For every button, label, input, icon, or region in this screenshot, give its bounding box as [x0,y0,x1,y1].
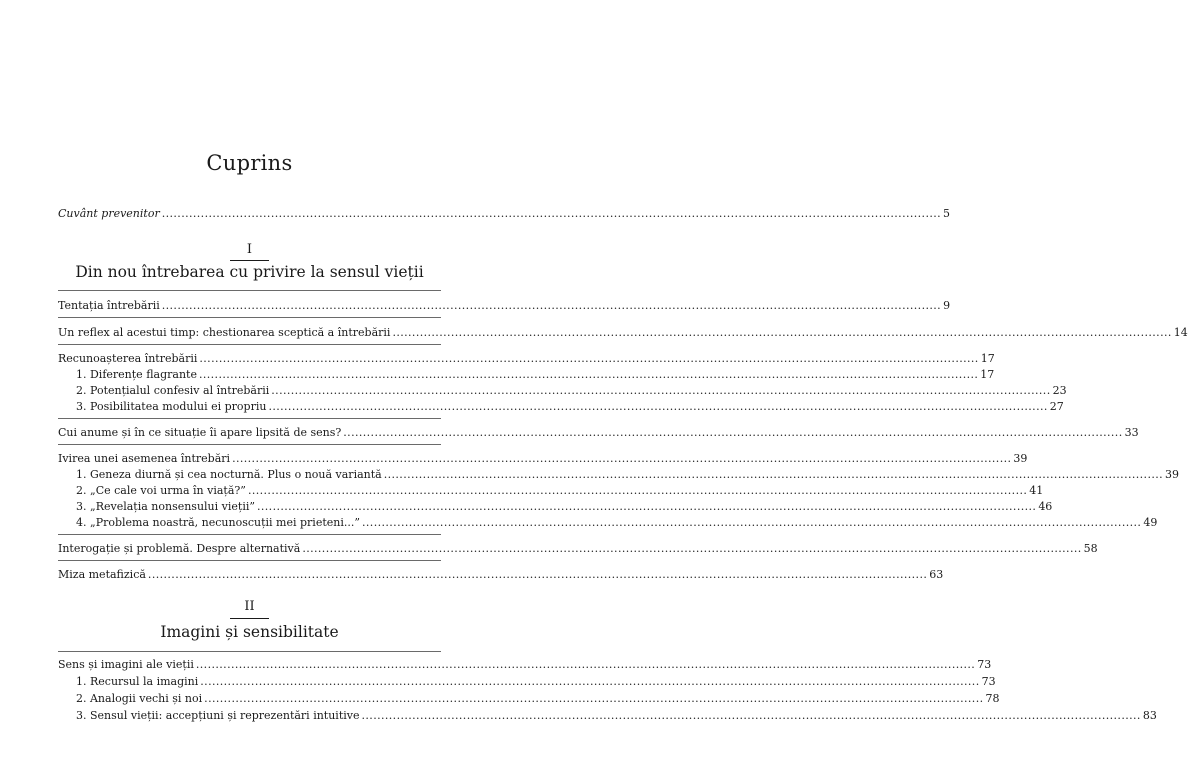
page-title: Cuprins [206,151,293,175]
toc-entry-page: 46 [1038,500,1053,513]
toc-entry-page: 39 [1013,452,1028,465]
toc-entry[interactable] [58,542,1098,556]
section-divider [58,317,441,318]
toc-entry-page: 39 [1165,468,1180,481]
toc-entry-page: 78 [985,692,1000,705]
toc-entry[interactable] [58,426,1139,440]
part-number: I [246,242,253,257]
part-number: II [244,599,255,614]
section-divider [58,560,441,561]
part-number-underline [230,618,269,619]
toc-entry-preface[interactable] [58,207,951,221]
toc-entry-page: 49 [1143,516,1158,529]
toc-subentry[interactable] [76,692,1000,706]
dot-leader: ........................................................................................................................................................................................................ [161,207,942,220]
toc-entry-page: 58 [1083,542,1098,555]
toc-entry-label: Ivirea unei asemenea întrebări [58,452,231,465]
toc-entry[interactable] [58,568,944,582]
toc-entry[interactable] [58,326,1188,340]
toc-subentry[interactable] [76,468,1180,482]
toc-entry-label: 1. Geneza diurnă și cea nocturnă. Plus o nouă variantă [76,468,382,481]
toc-subentry[interactable] [76,484,1044,498]
section-divider [58,651,441,652]
toc-entry[interactable] [58,452,1028,466]
dot-leader: ........................................................................................................................................................................................................ [199,352,979,365]
toc-entry[interactable] [58,658,992,672]
toc-entry-label: 1. Recursul la imagini [76,675,199,688]
toc-subentry[interactable] [76,384,1067,398]
toc-subentry[interactable] [76,400,1064,414]
dot-leader: ........................................................................................................................................................................................................ [195,658,976,671]
toc-entry-label: Cui anume și în ce situație îi apare lipsită de sens? [58,426,342,439]
toc-entry-page: 9 [943,299,951,312]
toc-subentry[interactable] [76,500,1053,514]
toc-entry-label: Miza metafizică [58,568,146,581]
toc-entry-page: 23 [1052,384,1067,397]
toc-entry-label: 2. Analogii vechi și noi [76,692,203,705]
toc-entry-label: Sens și imagini ale vieții [58,658,194,671]
toc-entry-page: 41 [1029,484,1044,497]
toc-subentry[interactable] [76,368,995,382]
toc-subentry[interactable] [76,675,996,689]
toc-entry-label: 2. „Ce cale voi urma în viață?” [76,484,246,497]
toc-entry-page: 17 [980,368,995,381]
dot-leader: ........................................................................................................................................................................................................ [247,484,1028,497]
toc-entry-page: 83 [1142,709,1157,722]
toc-entry-label: Cuvânt prevenitor [58,207,160,220]
dot-leader: ........................................................................................................................................................................................................ [361,709,1141,722]
dot-leader: ........................................................................................................................................................................................................ [392,326,1172,339]
dot-leader: ........................................................................................................................................................................................................ [268,400,1048,413]
toc-entry-label: 4. „Problema noastră, necunoscuții mei prieteni...” [76,516,360,529]
toc-entry-label: 3. Posibilitatea modului ei propriu [76,400,267,413]
toc-entry-label: Tentația întrebării [58,299,160,312]
section-divider [58,534,441,535]
toc-entry-page: 63 [929,568,944,581]
dot-leader: ........................................................................................................................................................................................................ [256,500,1037,513]
dot-leader: ........................................................................................................................................................................................................ [161,299,942,312]
dot-leader: ........................................................................................................................................................................................................ [362,516,1142,529]
toc-entry-label: 2. Potențialul confesiv al întrebării [76,384,270,397]
part-title: Din nou întrebarea cu privire la sensul vieții [75,263,424,281]
part-title: Imagini și sensibilitate [160,623,339,641]
toc-subentry[interactable] [76,516,1158,530]
toc-entry-label: 1. Diferențe flagrante [76,368,197,381]
toc-entry-page: 73 [977,658,992,671]
dot-leader: ........................................................................................................................................................................................................ [198,368,979,381]
toc-entry-page: 14 [1173,326,1188,339]
dot-leader: ........................................................................................................................................................................................................ [200,675,980,688]
toc-entry[interactable] [58,352,995,366]
toc-entry-label: Recunoașterea întrebării [58,352,198,365]
dot-leader: ........................................................................................................................................................................................................ [343,426,1123,439]
dot-leader: ........................................................................................................................................................................................................ [271,384,1051,397]
dot-leader: ........................................................................................................................................................................................................ [383,468,1164,481]
section-divider [58,444,441,445]
toc-entry-label: 3. „Revelația nonsensului vieții” [76,500,255,513]
toc-entry-page: 73 [981,675,996,688]
dot-leader: ........................................................................................................................................................................................................ [302,542,1082,555]
toc-entry-label: Un reflex al acestui timp: chestionarea sceptică a întrebării [58,326,391,339]
toc-entry-page: 17 [980,352,995,365]
section-divider [58,344,441,345]
toc-entry-page: 27 [1049,400,1064,413]
dot-leader: ........................................................................................................................................................................................................ [232,452,1012,465]
dot-leader: ........................................................................................................................................................................................................ [204,692,984,705]
toc-entry-label: Interogație și problemă. Despre alternativă [58,542,301,555]
part-number-underline [230,260,269,261]
section-divider [58,418,441,419]
toc-entry-page: 33 [1124,426,1139,439]
toc-subentry[interactable] [76,709,1157,723]
toc-entry[interactable] [58,299,951,313]
toc-entry-label: 3. Sensul vieții: accepțiuni și reprezentări intuitive [76,709,360,722]
section-divider [58,290,441,291]
dot-leader: ........................................................................................................................................................................................................ [147,568,928,581]
toc-entry-page: 5 [943,207,951,220]
